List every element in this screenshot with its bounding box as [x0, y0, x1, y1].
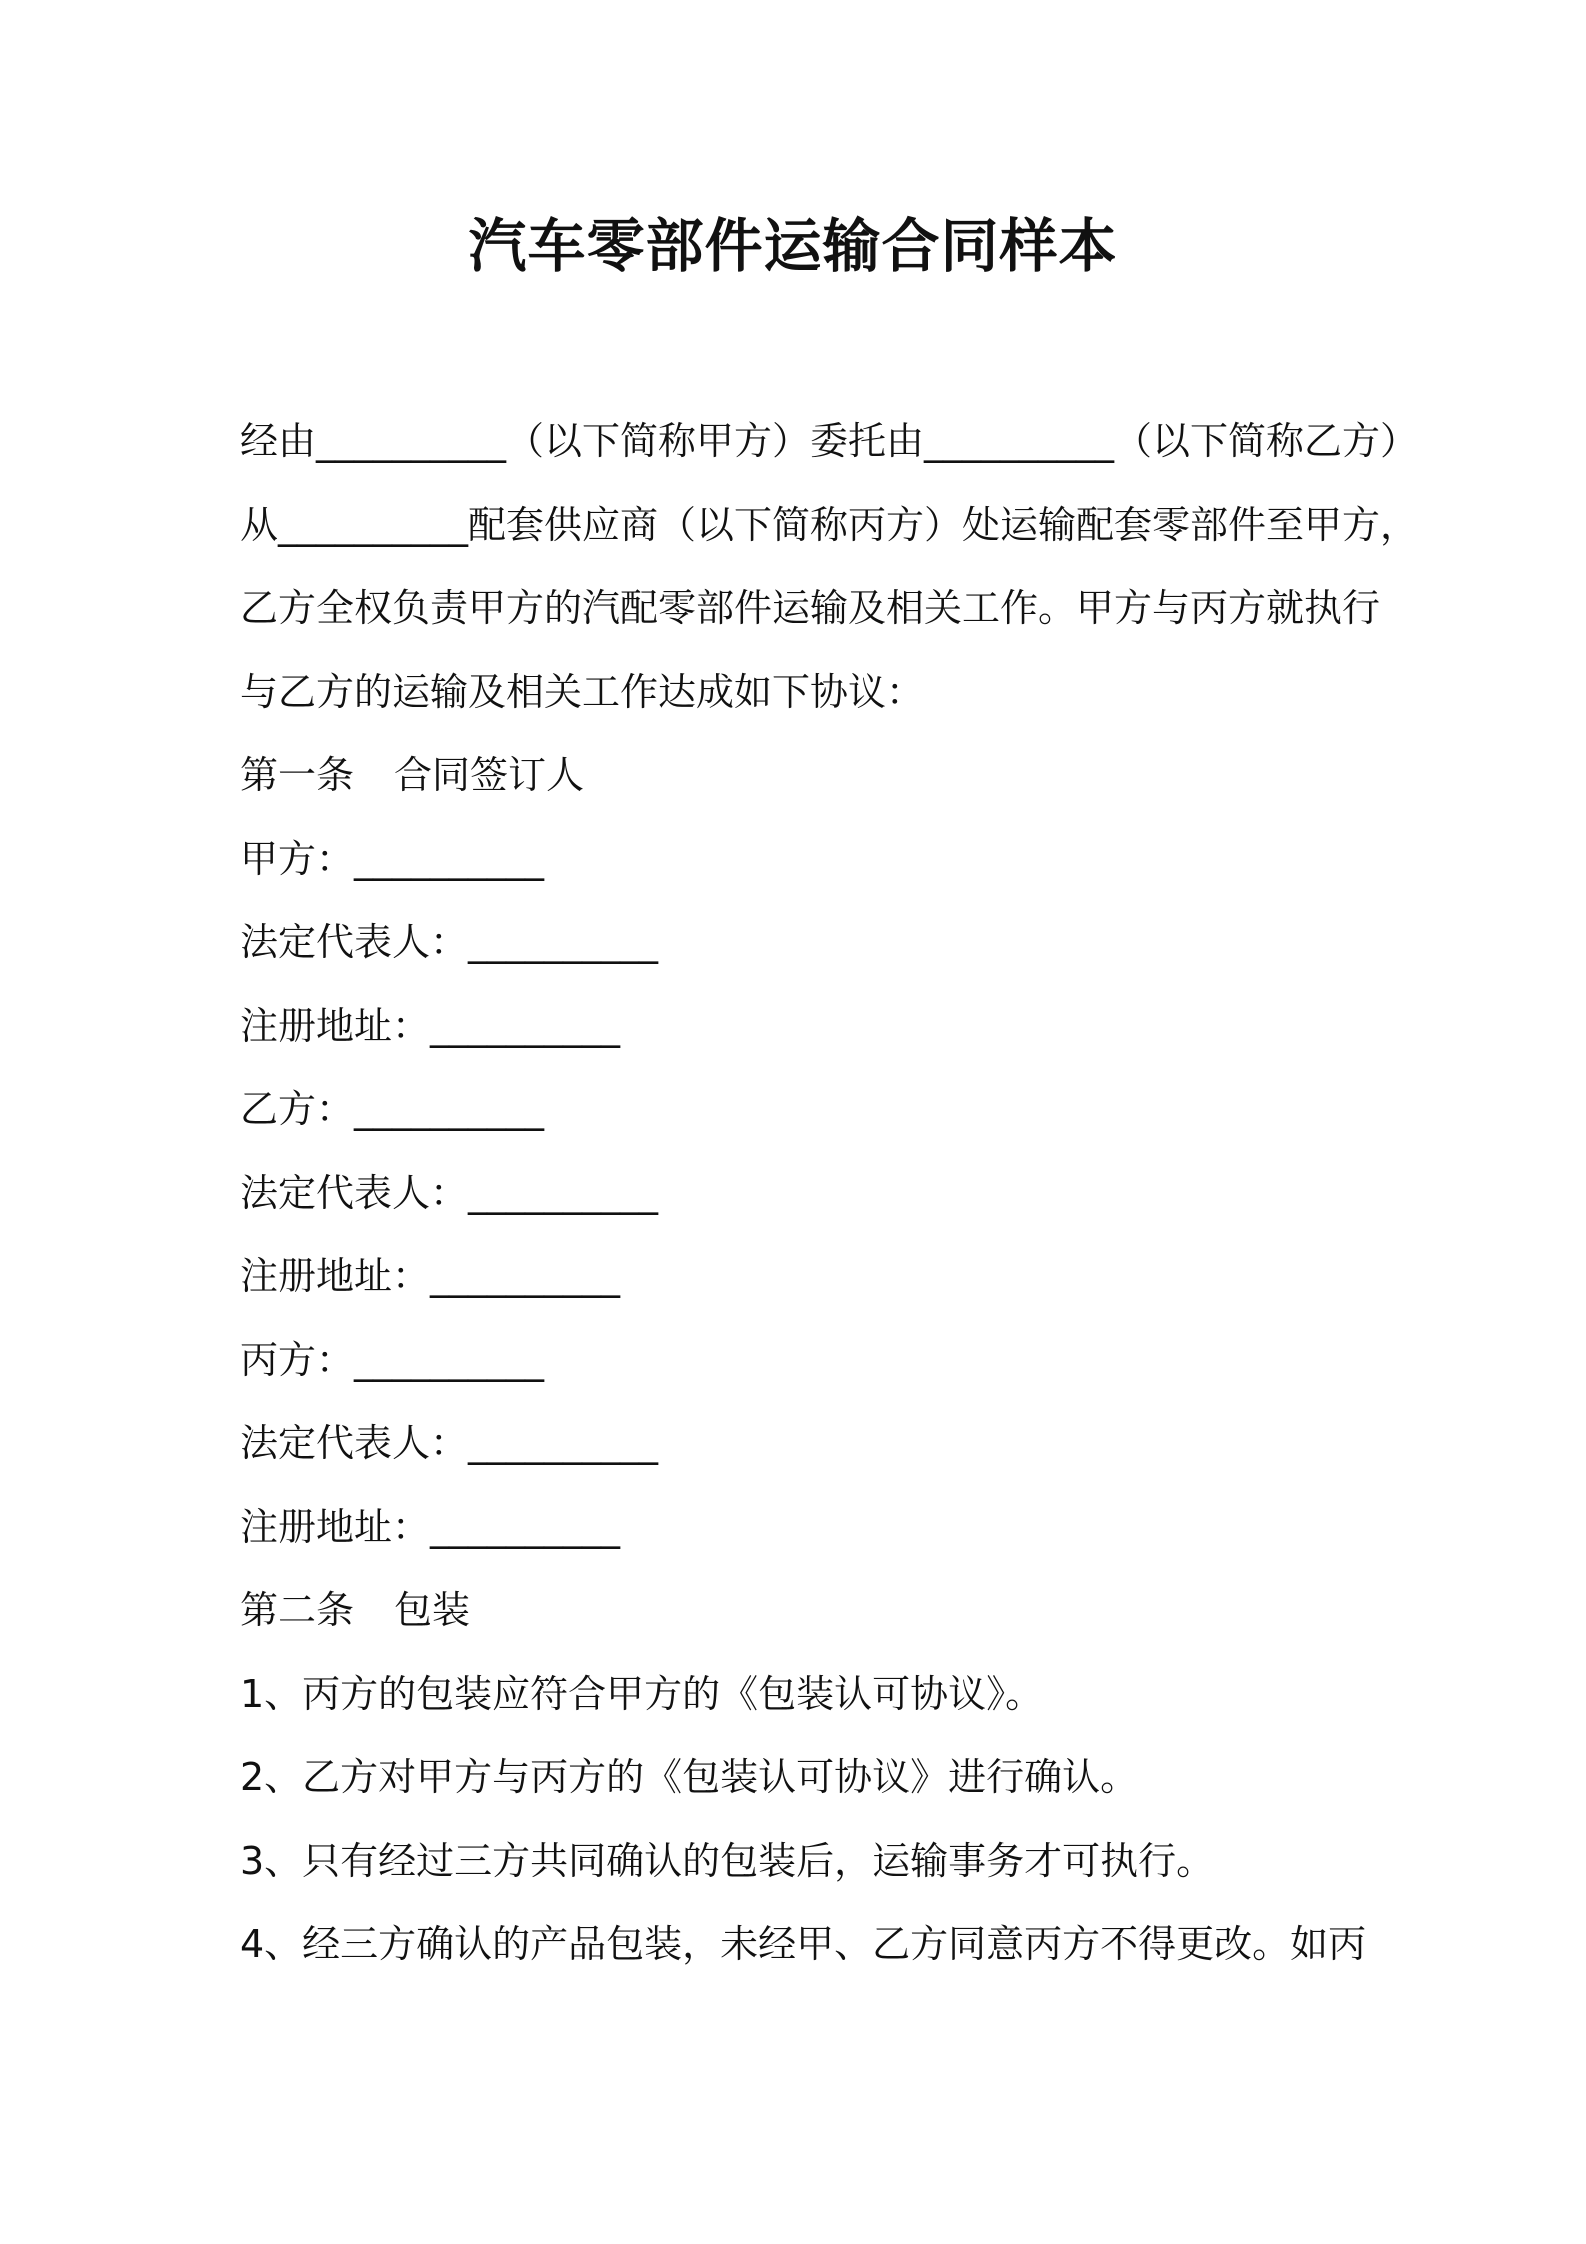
intro-line: 从__________配套供应商（以下简称丙方）处运输配套零部件至甲方， — [240, 502, 1419, 547]
party-a-line: 甲方：__________ — [240, 836, 545, 881]
intro-line: 与乙方的运输及相关工作达成如下协议： — [240, 669, 925, 714]
party-b-line: 乙方：__________ — [240, 1087, 545, 1131]
article-2-clause: 2、乙方对甲方与丙方的《包装认可协议》进行确认。 — [240, 1755, 1139, 1799]
article-1-title: 合同签订人 — [394, 753, 585, 797]
intro-line: 乙方全权负责甲方的汽配零部件运输及相关工作。甲方与丙方就执行 — [240, 586, 1381, 630]
party-c-legal-rep-line: 法定代表人：__________ — [240, 1421, 659, 1465]
article-1-number: 第一条 — [240, 753, 355, 797]
party-b-legal-rep-line: 法定代表人：__________ — [240, 1170, 659, 1215]
intro-line: 经由__________（以下简称甲方）委托由__________（以下简称乙方） — [240, 419, 1419, 463]
party-a-address-line: 注册地址：__________ — [240, 1003, 621, 1048]
article-2-clause: 4、经三方确认的产品包装，未经甲、乙方同意丙方不得更改。如丙 — [240, 1922, 1367, 1966]
article-2-number: 第二条 — [240, 1588, 355, 1632]
article-2-clause: 1、丙方的包装应符合甲方的《包装认可协议》。 — [240, 1671, 1044, 1716]
article-2-title: 包装 — [394, 1588, 471, 1632]
article-2-clause: 3、只有经过三方共同确认的包装后，运输事务才可执行。 — [240, 1838, 1215, 1883]
article-1-heading — [240, 734, 1350, 818]
party-a-legal-rep-line: 法定代表人：__________ — [240, 920, 659, 964]
document-body — [240, 400, 1419, 1987]
document-title: 汽车零部件运输合同样本 — [468, 212, 1118, 280]
party-c-line: 丙方：__________ — [240, 1337, 545, 1382]
party-c-address-line: 注册地址：__________ — [240, 1504, 621, 1549]
party-b-address-line: 注册地址：__________ — [240, 1254, 621, 1298]
article-2-heading — [240, 1569, 1350, 1653]
